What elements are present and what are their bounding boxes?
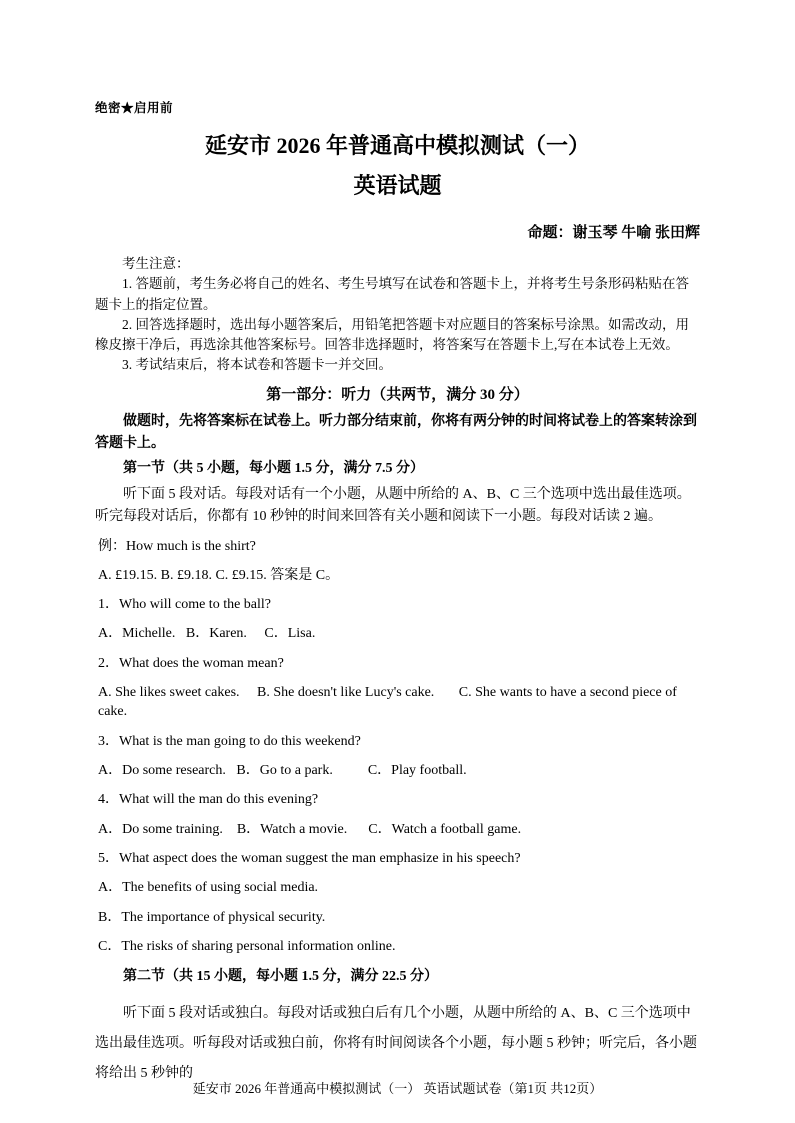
classification-banner: 绝密★启用前 [95, 101, 174, 115]
question-1-text: 1．Who will come to the ball? [98, 597, 272, 613]
question-4-options: A．Do some training. B．Watch a movie. C．Watch a football game. [98, 821, 522, 837]
notice-section [95, 254, 700, 376]
notice-item-3: 3. 考试结束后，将本试卷和答题卡一并交回。 [122, 357, 392, 373]
part1-heading: 第一部分：听力（共两节，满分 30 分） [266, 386, 529, 403]
question-5-option-b: B．The importance of physical security. [98, 909, 326, 925]
question-3 [95, 732, 700, 781]
question-2 [95, 654, 700, 722]
question-3-options: A．Do some research. B．Go to a park. C．Play football. [98, 763, 467, 779]
exam-title: 延安市 2026 年普通高中模拟测试（一） [204, 133, 590, 158]
question-2-options: A. She likes sweet cakes. B. She doesn't like Lucy's cake. C. She wants to have a second piece of cake. [98, 685, 681, 720]
example-options: A. £19.15. B. £9.18. C. £9.15. 答案是 C。 [98, 567, 340, 583]
example-block [95, 537, 700, 586]
part1-instruction: 做题时，先将答案标在试卷上。听力部分结束前，你将有两分钟的时间将试卷上的答案转涂到答题卡上。 [95, 414, 697, 451]
question-5-option-a: A．The benefits of using social media. [98, 880, 319, 896]
notice-heading: 考生注意： [122, 256, 190, 271]
question-4 [95, 790, 700, 839]
question-1 [95, 595, 700, 644]
question-3-text: 3．What is the man going to do this weekend? [98, 733, 361, 749]
question-5 [95, 849, 700, 956]
question-5-option-c: C．The risks of sharing personal information online. [98, 938, 396, 954]
page-footer: 延安市 2026 年普通高中模拟测试（一） 英语试题试卷（第1页 共12页） [192, 1081, 603, 1096]
section2-heading: 第二节（共 15 小题，每小题 1.5 分，满分 22.5 分） [123, 969, 438, 985]
question-1-options: A．Michelle. B．Karen. C．Lisa. [98, 626, 316, 642]
notice-item-1: 1. 答题前，考生务必将自己的姓名、考生号填写在试卷和答题卡上，并将考生号条形码粘贴在答题卡上的指定位置。 [95, 276, 689, 312]
exam-subtitle: 英语试题 [353, 172, 442, 198]
question-4-text: 4．What will the man do this evening? [98, 792, 319, 808]
question-2-text: 2．What does the woman mean? [98, 655, 284, 671]
section1-instruction: 听下面 5 段对话。每段对话有一个小题，从题中所给的 A、B、C 三个选项中选出最佳选项。听完每段对话后，你都有 10 秒钟的时间来回答有关小题和阅读下一小题。每段对话读 2 遍。 [95, 486, 691, 525]
example-question: 例：How much is the shirt? [98, 538, 256, 554]
questions-list [95, 595, 700, 956]
authors-line: 命题：谢玉琴 牛喻 张田辉 [527, 225, 700, 241]
section2-instruction: 听下面 5 段对话或独白。每段对话或独白后有几个小题，从题中所给的 A、B、C 三个选项中选出最佳选项。听每段对话或独白前，你将有时间阅读各个小题，每小题 5 秒钟；听完后，各小题将给出 5 秒钟的 [95, 1005, 697, 1081]
section1-heading: 第一节（共 5 小题，每小题 1.5 分，满分 7.5 分） [123, 461, 424, 477]
question-5-text: 5．What aspect does the woman suggest the man emphasize in his speech? [98, 850, 521, 866]
notice-item-2: 2. 回答选择题时，选出每小题答案后，用铅笔把答题卡对应题目的答案标号涂黑。如需改动，用橡皮擦干净后，再选涂其他答案标号。回答非选择题时，将答案写在答题卡上,写在本试卷上无效。 [95, 316, 689, 352]
